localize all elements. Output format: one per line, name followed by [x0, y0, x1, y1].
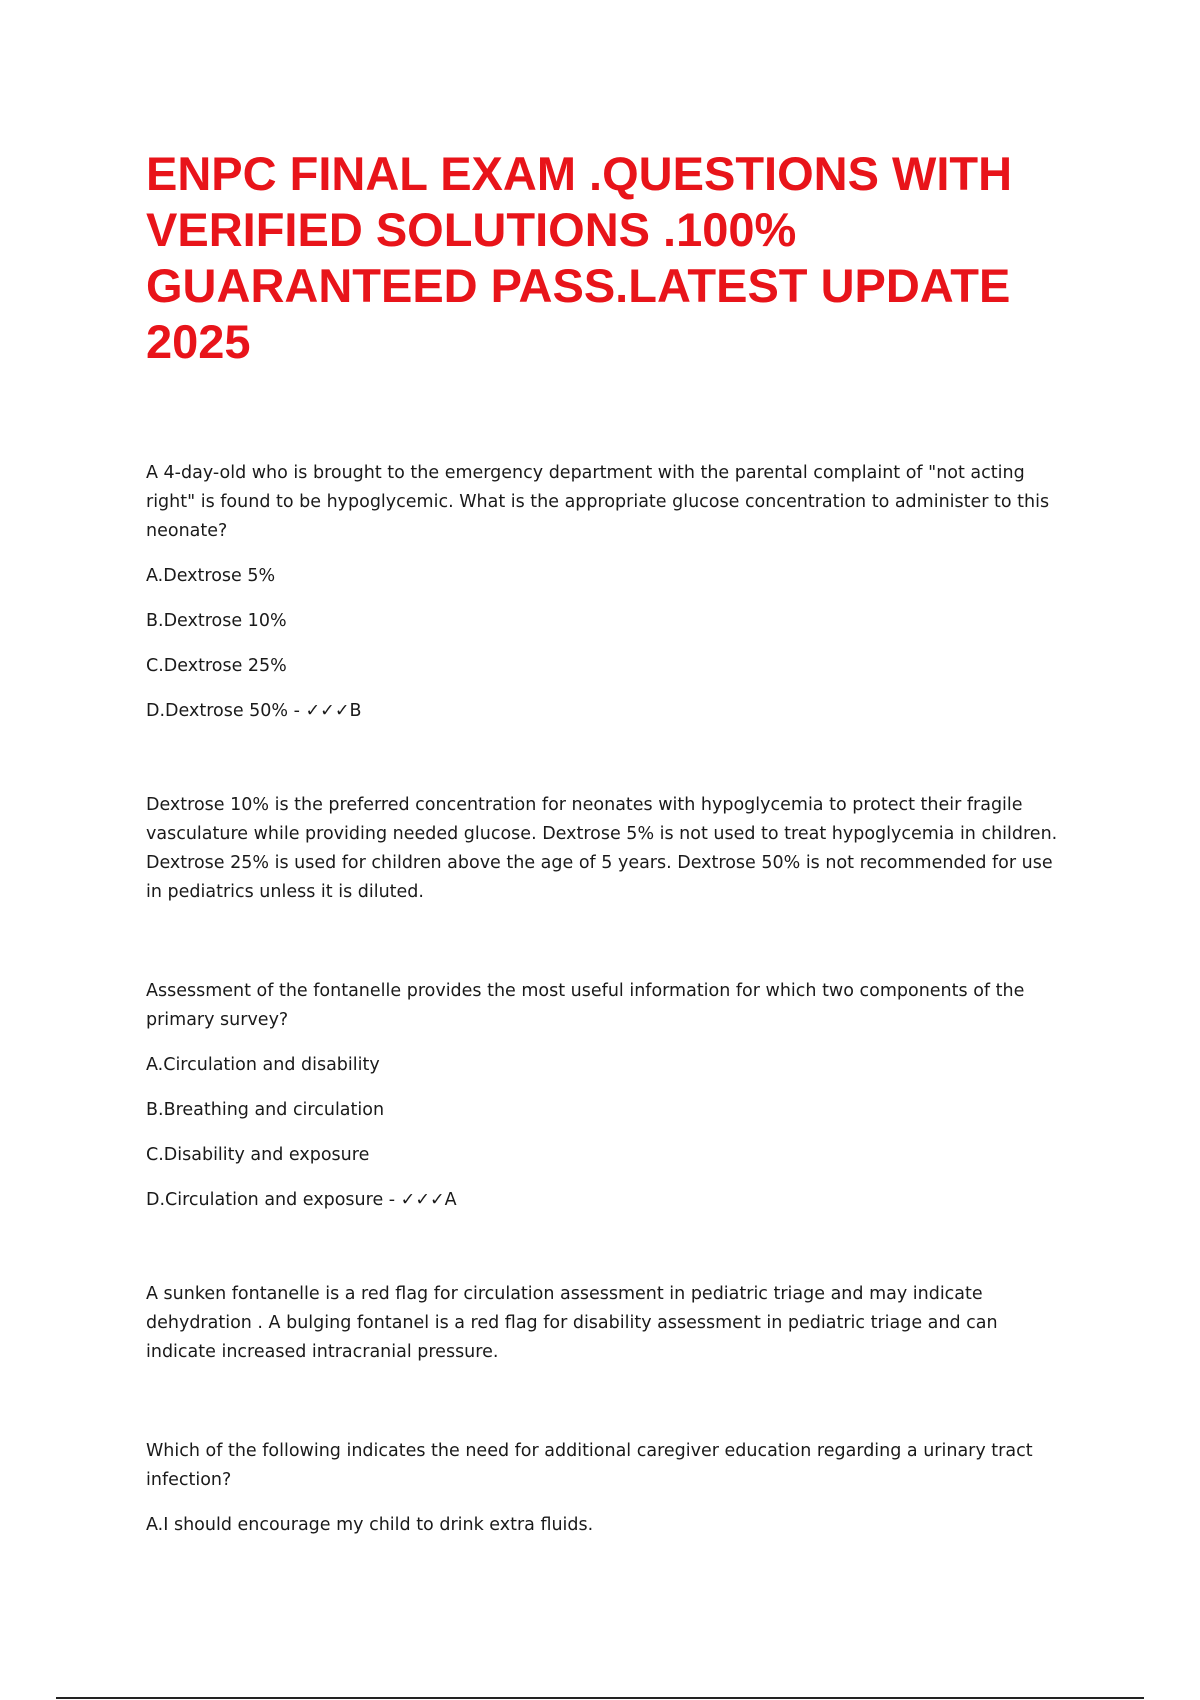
question-block-1 [146, 459, 1066, 907]
document-content [146, 459, 1066, 1556]
answer-option-a: A.I should encourage my child to drink extra fluids. [146, 1515, 594, 1535]
question-block-3 [146, 1437, 1066, 1539]
question-text: Assessment of the fontanelle provides the most useful information for which two components of the primary survey? [146, 981, 1025, 1030]
answer-option-a: A.Circulation and disability [146, 1055, 380, 1075]
answer-option-d: D.Dextrose 50% - ✓✓✓B [146, 701, 362, 721]
question-block-2 [146, 977, 1066, 1367]
answer-option-c: C.Dextrose 25% [146, 656, 287, 676]
answer-option-b: B.Breathing and circulation [146, 1100, 385, 1120]
answer-option-c: C.Disability and exposure [146, 1145, 370, 1165]
answer-option-d: D.Circulation and exposure - ✓✓✓A [146, 1190, 457, 1210]
answer-option-a: A.Dextrose 5% [146, 566, 276, 586]
document-title: ENPC FINAL EXAM .QUESTIONS WITH VERIFIED SOLUTIONS .100% GUARANTEED PASS.LATEST UPDATE 2025 [146, 147, 1013, 368]
page-bottom-divider [56, 1697, 1144, 1699]
question-text: Which of the following indicates the need for additional caregiver education regarding a urinary tract infection? [146, 1441, 1033, 1490]
answer-option-b: B.Dextrose 10% [146, 611, 287, 631]
question-text: A 4-day-old who is brought to the emergency department with the parental complaint of "not acting right" is found to be hypoglycemic. What is the appropriate glucose concentration to administer to this neonate? [146, 463, 1050, 541]
answer-explanation: Dextrose 10% is the preferred concentration for neonates with hypoglycemia to protect their fragile vasculature while providing needed glucose. Dextrose 5% is not used to treat hypoglycemia in children. Dextrose 25% is used for children above the age of 5 years. Dextrose 50% is not recommended for use in pediatrics unless it is diluted. [146, 795, 1058, 902]
answer-explanation: A sunken fontanelle is a red flag for circulation assessment in pediatric triage and may indicate dehydration . A bulging fontanel is a red flag for disability assessment in pediatric triage and can indicate increased intracranial pressure. [146, 1284, 998, 1362]
